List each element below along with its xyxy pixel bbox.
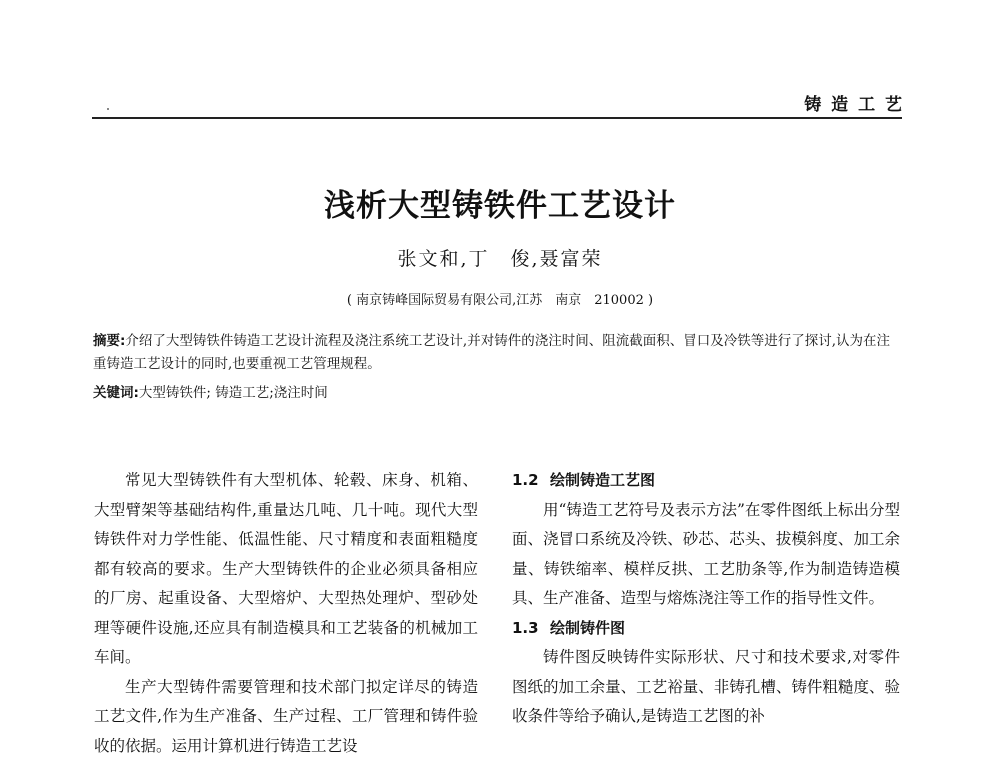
keywords-label: 关键词:: [93, 385, 139, 401]
article-affiliation: ( 南京铸峰国际贸易有限公司,江苏 南京 210002 ): [0, 289, 1000, 308]
article-title: 浅析大型铸铁件工艺设计: [0, 180, 1000, 225]
section-paragraph: 铸件图反映铸件实际形状、尺寸和技术要求,对零件图纸的加工余量、工艺裕量、非铸孔槽、铸件粗糙度、验收条件等给予确认,是铸造工艺图的补: [512, 643, 900, 732]
keywords-text: 大型铸铁件; 铸造工艺;浇注时间: [139, 385, 328, 401]
section-number: 1.3: [512, 614, 550, 644]
header-divider: [92, 117, 902, 119]
body-right-column: [512, 466, 900, 732]
abstract: [93, 330, 903, 376]
section-title: 绘制铸件图: [550, 619, 625, 637]
journal-section-label: 铸 造 工 艺: [804, 90, 904, 115]
scan-speck: [107, 108, 109, 110]
section-title: 绘制铸造工艺图: [550, 471, 655, 489]
body-paragraph: 生产大型铸件需要管理和技术部门拟定详尽的铸造工艺文件,作为生产准备、生产过程、工厂管理和铸件验收的依据。运用计算机进行铸造工艺设: [94, 673, 478, 761]
article-authors: 张文和,丁 俊,聂富荣: [0, 244, 1000, 271]
section-number: 1.2: [512, 466, 550, 496]
section-heading-1-3: [512, 614, 900, 644]
section-paragraph: 用“铸造工艺符号及表示方法”在零件图纸上标出分型面、浇冒口系统及冷铁、砂芯、芯头、拔模斜度、加工余量、铸铁缩率、模样反拱、工艺肋条等,作为制造铸造模具、生产准备、造型与熔炼浇注等工作的指导性文件。: [512, 496, 900, 614]
abstract-text: 介绍了大型铸铁件铸造工艺设计流程及浇注系统工艺设计,并对铸件的浇注时间、阻流截面积、冒口及冷铁等进行了探讨,认为在注重铸造工艺设计的同时,也要重视工艺管理规程。: [93, 333, 890, 372]
section-heading-1-2: [512, 466, 900, 496]
body-paragraph: 常见大型铸铁件有大型机体、轮毂、床身、机箱、大型臂架等基础结构件,重量达几吨、几十吨。现代大型铸铁件对力学性能、低温性能、尺寸精度和表面粗糙度都有较高的要求。生产大型铸铁件的企业必须具备相应的厂房、起重设备、大型熔炉、大型热处理炉、型砂处理等硬件设施,还应具有制造模具和工艺装备的机械加工车间。: [94, 466, 478, 673]
abstract-label: 摘要:: [93, 333, 125, 349]
body-left-column: [94, 466, 478, 761]
keywords: [93, 381, 903, 401]
